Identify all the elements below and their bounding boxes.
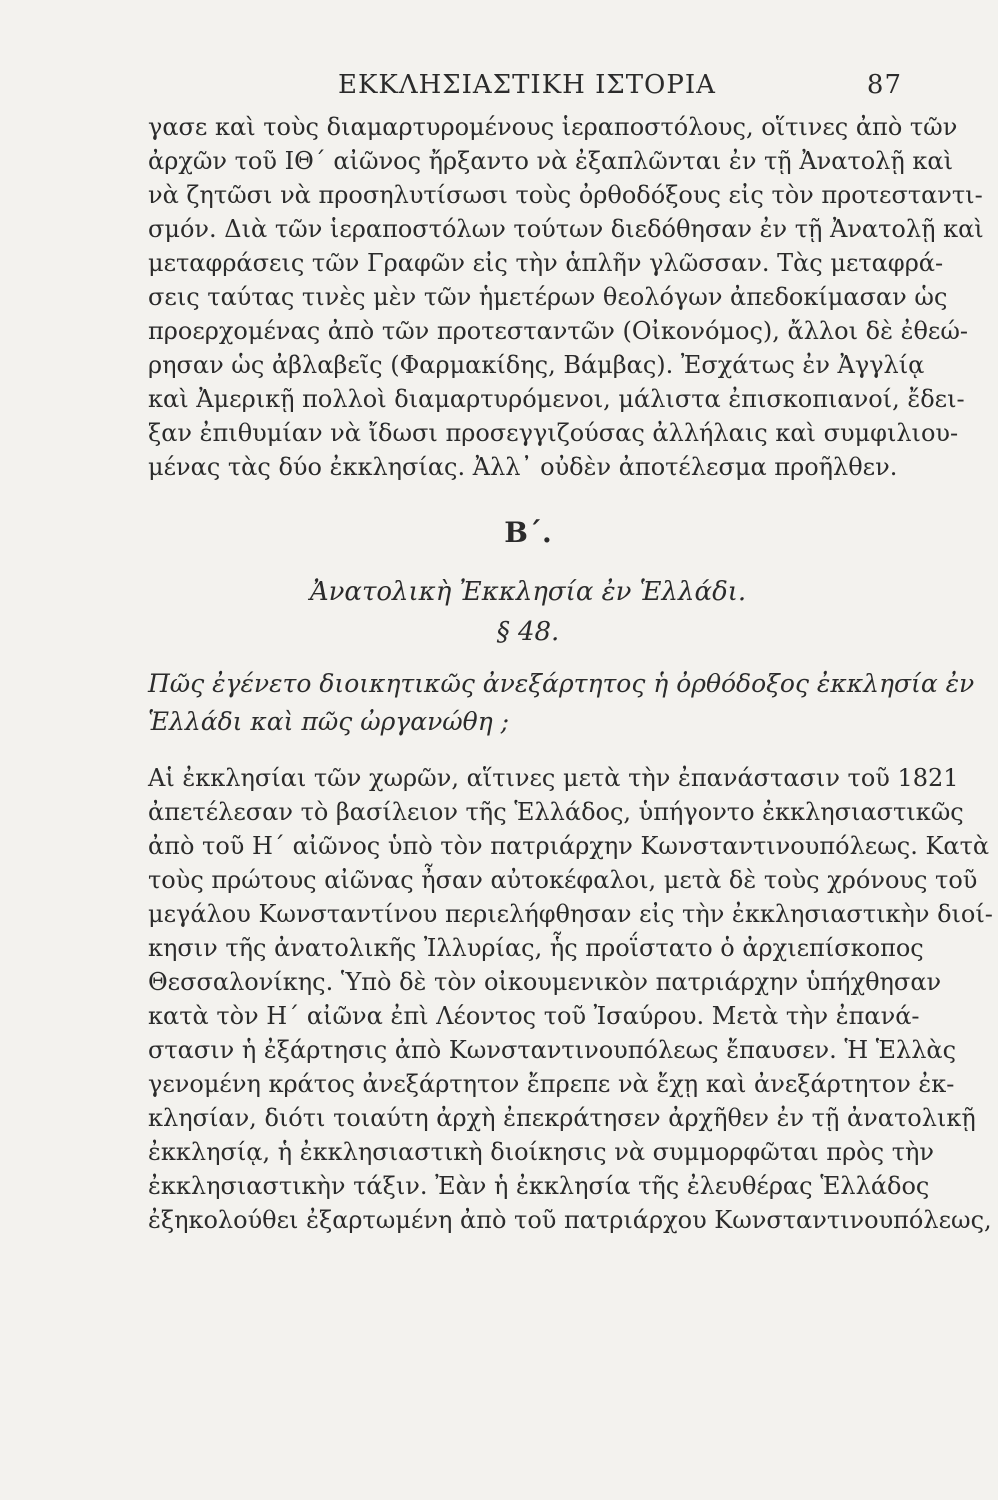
text-line: ἐκκλησίᾳ, ἡ ἐκκλησιαστικὴ διοίκησις νὰ συμμορφῶται πρὸς τὴν [148, 1138, 934, 1166]
text-line: γασε καὶ τοὺς διαμαρτυρομένους ἱεραποστόλους, οἵτινες ἀπὸ τῶν [148, 113, 958, 141]
text-line: προερχομένας ἀπὸ τῶν προτεσταντῶν (Οἰκονόμος), ἄλλοι δὲ ἐθεώ- [148, 317, 969, 345]
text-line: ἀπετέλεσαν τὸ βασίλειον τῆς Ἑλλάδος, ὑπήγοντο ἐκκλησιαστικῶς [148, 798, 964, 826]
text-line: κατὰ τὸν Η΄ αἰῶνα ἐπὶ Λέοντος τοῦ Ἰσαύρου. Μετὰ τὴν ἐπανά- [148, 1002, 920, 1030]
text-line: κλησίαν, διότι τοιαύτη ἀρχὴ ἐπεκράτησεν ἀρχῆθεν ἐν τῇ ἀνατολικῇ [148, 1104, 976, 1132]
section-mark: Β΄. [504, 516, 552, 549]
text-line: ἀπὸ τοῦ Η΄ αἰῶνος ὑπὸ τὸν πατριάρχην Κωνσταντινουπόλεως. Κατὰ [148, 832, 990, 860]
text-line: τοὺς πρώτους αἰῶνας ἦσαν αὐτοκέφαλοι, μετὰ δὲ τοὺς χρόνους τοῦ [148, 866, 978, 894]
text-line: Θεσσαλονίκης. Ὑπὸ δὲ τὸν οἰκουμενικὸν πατριάρχην ὑπήχθησαν [148, 968, 942, 996]
text-line: νὰ ζητῶσι νὰ προσηλυτίσωσι τοὺς ὀρθοδόξους εἰς τὸν προτεσταντι- [148, 181, 983, 209]
text-line: καὶ Ἀμερικῇ πολλοὶ διαμαρτυρόμενοι, μάλιστα ἐπισκοπιανοί, ἔδει- [148, 385, 965, 413]
page-number: 87 [866, 70, 902, 100]
text-line: γενομένη κράτος ἀνεξάρτητον ἔπρεπε νὰ ἔχῃ καὶ ἀνεξάρτητον ἐκ- [148, 1070, 955, 1098]
text-line: κησιν τῆς ἀνατολικῆς Ἰλλυρίας, ἧς προΐστατο ὁ ἀρχιεπίσκοπος [148, 934, 924, 962]
question-line: Ἑλλάδι καὶ πῶς ὠργανώθη ; [148, 707, 510, 736]
text-line: Αἱ ἐκκλησίαι τῶν χωρῶν, αἵτινες μετὰ τὴν ἐπανάστασιν τοῦ 1821 [148, 764, 959, 792]
section-question [148, 665, 975, 741]
text-line: σμόν. Διὰ τῶν ἱεραποστόλων τούτων διεδόθησαν ἐν τῇ Ἀνατολῇ καὶ [148, 215, 984, 243]
text-line: ἀρχῶν τοῦ ΙΘ΄ αἰῶνος ἤρξαντο νὰ ἐξαπλῶνται ἐν τῇ Ἀνατολῇ καὶ [148, 147, 954, 175]
text-line: ἐκκλησιαστικὴν τάξιν. Ἐὰν ἡ ἐκκλησία τῆς ἐλευθέρας Ἑλλάδος [148, 1172, 930, 1200]
text-line: ἐξηκολούθει ἐξαρτωμένη ἀπὸ τοῦ πατριάρχου Κωνσταντινουπόλεως, [148, 1206, 992, 1234]
main-paragraph [148, 761, 993, 1237]
section-title: Ἀνατολικὴ Ἐκκλησία ἐν Ἑλλάδι. [309, 577, 747, 607]
text-line: ξαν ἐπιθυμίαν νὰ ἴδωσι προσεγγιζούσας ἀλλήλαις καὶ συμφιλιου- [148, 419, 959, 447]
question-line: Πῶς ἐγένετο διοικητικῶς ἀνεξάρτητος ἡ ὀρθόδοξος ἐκκλησία ἐν [148, 669, 975, 698]
text-line: σεις ταύτας τινὲς μὲν τῶν ἡμετέρων θεολόγων ἀπεδοκίμασαν ὡς [148, 283, 948, 311]
text-line: ρησαν ὡς ἀβλαβεῖς (Φαρμακίδης, Βάμβας). Ἐσχάτως ἐν Ἀγγλίᾳ [148, 351, 925, 379]
running-title: ΕΚΚΛΗΣΙΑΣΤΙΚΗ ΙΣΤΟΡΙΑ [338, 70, 716, 100]
text-line: στασιν ἡ ἐξάρτησις ἀπὸ Κωνσταντινουπόλεως ἔπαυσεν. Ἡ Ἑλλὰς [148, 1036, 957, 1064]
text-line: μεγάλου Κωνσταντίνου περιελήφθησαν εἰς τὴν ἐκκλησιαστικὴν διοί- [148, 900, 993, 928]
book-page [148, 70, 993, 1237]
text-line: μένας τὰς δύο ἐκκλησίας. Ἀλλ᾽ οὐδὲν ἀποτέλεσμα προῆλθεν. [148, 453, 898, 481]
running-head [148, 70, 908, 110]
text-line: μεταφράσεις τῶν Γραφῶν εἰς τὴν ἁπλῆν γλῶσσαν. Τὰς μεταφρά- [148, 249, 944, 277]
paragraph-number: § 48. [496, 617, 560, 647]
top-paragraph [148, 110, 984, 484]
